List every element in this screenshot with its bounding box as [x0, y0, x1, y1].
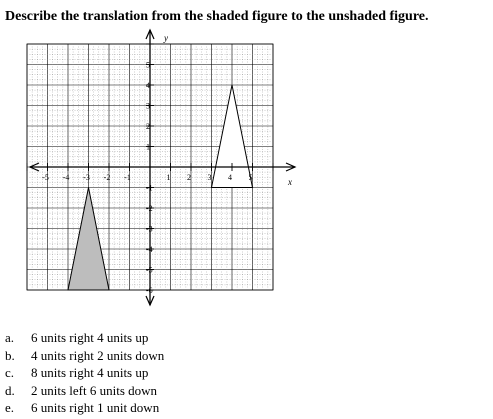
- y-tick-label: -3: [146, 224, 153, 234]
- x-tick-label: 3: [207, 173, 212, 182]
- x-tick-label: -2: [103, 173, 111, 182]
- choice-text: 8 units right 4 units up: [31, 365, 149, 380]
- choice-c[interactable]: [5, 364, 164, 382]
- y-tick-label: 2: [146, 122, 150, 131]
- x-tick-label: 5: [248, 173, 253, 182]
- choice-letter: e.: [5, 400, 15, 415]
- answer-choices: [5, 329, 164, 417]
- y-tick-label: 4: [146, 81, 150, 90]
- x-tick-label: -5: [42, 173, 49, 182]
- y-axis-label: y: [164, 33, 168, 43]
- choice-text: 6 units right 4 units up: [31, 330, 149, 345]
- y-tick-label: 5: [146, 60, 150, 70]
- y-tick-label: -6: [146, 286, 153, 295]
- y-tick-label: -4: [146, 245, 153, 254]
- y-tick-label: 1: [146, 142, 150, 152]
- y-tick-label: 3: [146, 101, 150, 111]
- choice-e[interactable]: [5, 399, 164, 417]
- y-tick-label: -2: [146, 204, 153, 213]
- x-tick-label: -4: [62, 173, 70, 182]
- x-tick-label: 2: [187, 173, 191, 182]
- x-tick-label: -3: [83, 173, 90, 182]
- choice-a[interactable]: [5, 329, 164, 347]
- x-tick-label: 4: [228, 173, 232, 182]
- x-axis-label: x: [288, 177, 292, 187]
- choice-text: 2 units left 6 units down: [31, 382, 158, 398]
- x-tick-label: -1: [124, 173, 131, 182]
- choice-d[interactable]: [5, 382, 164, 400]
- choice-letter: a.: [5, 330, 15, 345]
- choice-letter: d.: [5, 382, 15, 398]
- x-tick-label: 1: [166, 173, 171, 182]
- y-tick-label: -1: [146, 183, 153, 193]
- choice-letter: b.: [5, 347, 15, 363]
- choice-text: 6 units right 1 unit down: [31, 400, 160, 415]
- choice-text: 4 units right 2 units down: [31, 347, 165, 363]
- question-text: Describe the translation from the shaded figure to the unshaded figure.: [5, 9, 429, 24]
- choice-b[interactable]: [5, 347, 164, 365]
- choice-letter: c.: [5, 365, 15, 380]
- y-tick-label: -5: [146, 265, 153, 275]
